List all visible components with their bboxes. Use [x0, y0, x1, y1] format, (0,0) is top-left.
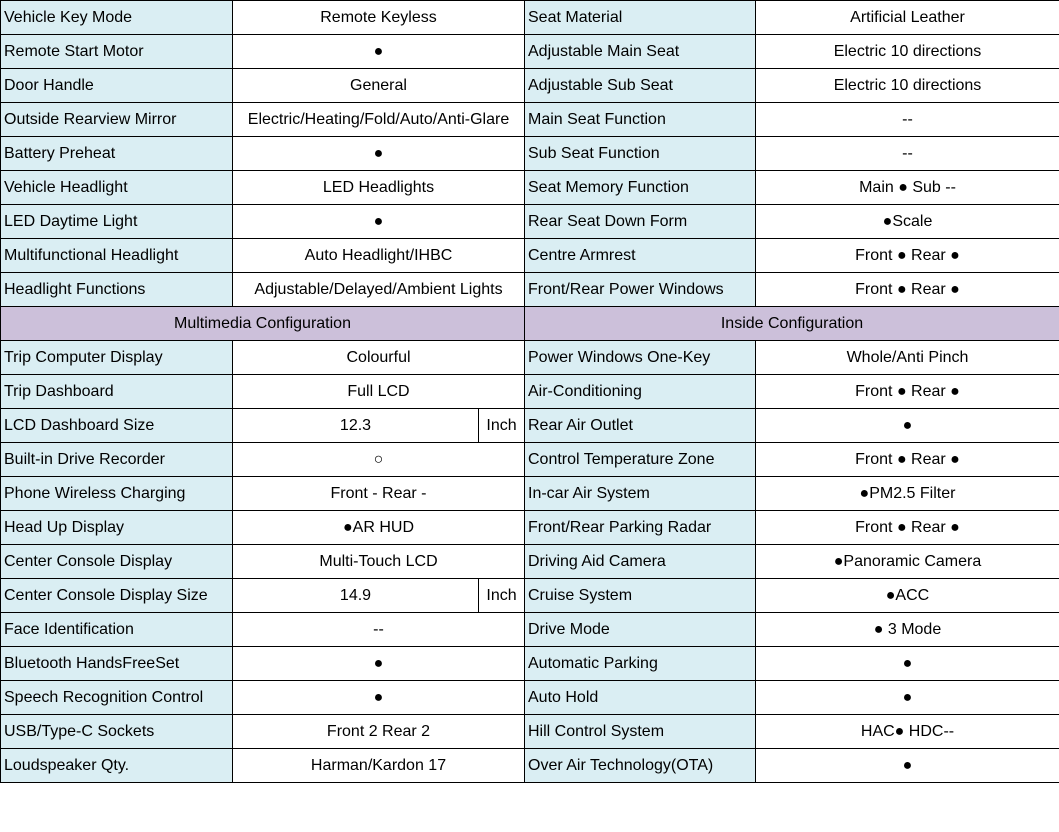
spec-label: Drive Mode — [525, 613, 756, 647]
section-header-row — [1, 307, 1059, 341]
spec-label: Automatic Parking — [525, 647, 756, 681]
spec-unit: Inch — [479, 409, 525, 443]
spec-label: Bluetooth HandsFreeSet — [1, 647, 233, 681]
table-row — [1, 409, 1059, 443]
spec-value: ● — [233, 681, 525, 715]
spec-table-body — [1, 1, 1059, 783]
table-row — [1, 69, 1059, 103]
spec-value: ● — [233, 205, 525, 239]
table-row — [1, 545, 1059, 579]
spec-label: Speech Recognition Control — [1, 681, 233, 715]
spec-value: ●Scale — [756, 205, 1059, 239]
spec-value: -- — [756, 103, 1059, 137]
spec-value: Colourful — [233, 341, 525, 375]
spec-label: Sub Seat Function — [525, 137, 756, 171]
spec-label: Door Handle — [1, 69, 233, 103]
section-title-multimedia: Multimedia Configuration — [1, 307, 525, 341]
spec-label: USB/Type-C Sockets — [1, 715, 233, 749]
spec-value: ●ACC — [756, 579, 1059, 613]
spec-value: Front ● Rear ● — [756, 511, 1059, 545]
section-title-inside: Inside Configuration — [525, 307, 1059, 341]
table-row — [1, 375, 1059, 409]
spec-label: Center Console Display — [1, 545, 233, 579]
spec-label: Auto Hold — [525, 681, 756, 715]
spec-value: LED Headlights — [233, 171, 525, 205]
spec-label: Seat Memory Function — [525, 171, 756, 205]
spec-label: Multifunctional Headlight — [1, 239, 233, 273]
spec-unit: Inch — [479, 579, 525, 613]
spec-value: Electric 10 directions — [756, 69, 1059, 103]
table-row — [1, 443, 1059, 477]
table-row — [1, 341, 1059, 375]
spec-label: Adjustable Main Seat — [525, 35, 756, 69]
spec-value: ● — [233, 647, 525, 681]
spec-value: Electric/Heating/Fold/Auto/Anti-Glare — [233, 103, 525, 137]
spec-value: Front - Rear - — [233, 477, 525, 511]
spec-label: Centre Armrest — [525, 239, 756, 273]
spec-label: Head Up Display — [1, 511, 233, 545]
spec-label: Rear Seat Down Form — [525, 205, 756, 239]
spec-label: Cruise System — [525, 579, 756, 613]
spec-value: -- — [756, 137, 1059, 171]
spec-label: Seat Material — [525, 1, 756, 35]
spec-value: ● — [756, 409, 1059, 443]
spec-label: Built-in Drive Recorder — [1, 443, 233, 477]
spec-label: Driving Aid Camera — [525, 545, 756, 579]
spec-value: Main ● Sub -- — [756, 171, 1059, 205]
table-row — [1, 613, 1059, 647]
spec-label: Outside Rearview Mirror — [1, 103, 233, 137]
spec-label: Loudspeaker Qty. — [1, 749, 233, 783]
spec-label: Hill Control System — [525, 715, 756, 749]
spec-label: In-car Air System — [525, 477, 756, 511]
spec-value: ● 3 Mode — [756, 613, 1059, 647]
table-row — [1, 205, 1059, 239]
spec-value: Multi-Touch LCD — [233, 545, 525, 579]
spec-label: Front/Rear Power Windows — [525, 273, 756, 307]
spec-value: 14.9 — [233, 579, 479, 613]
spec-label: Trip Dashboard — [1, 375, 233, 409]
spec-label: Power Windows One-Key — [525, 341, 756, 375]
spec-value: ● — [756, 681, 1059, 715]
spec-value: Remote Keyless — [233, 1, 525, 35]
spec-value: ● — [756, 647, 1059, 681]
spec-label: Main Seat Function — [525, 103, 756, 137]
spec-value: ● — [233, 35, 525, 69]
spec-label: Phone Wireless Charging — [1, 477, 233, 511]
spec-value: ●PM2.5 Filter — [756, 477, 1059, 511]
table-row — [1, 1, 1059, 35]
spec-label: Front/Rear Parking Radar — [525, 511, 756, 545]
spec-value: Front ● Rear ● — [756, 443, 1059, 477]
spec-value: Artificial Leather — [756, 1, 1059, 35]
spec-label: Vehicle Key Mode — [1, 1, 233, 35]
spec-label: Vehicle Headlight — [1, 171, 233, 205]
table-row — [1, 103, 1059, 137]
spec-value: Whole/Anti Pinch — [756, 341, 1059, 375]
table-row — [1, 273, 1059, 307]
spec-value: HAC● HDC-- — [756, 715, 1059, 749]
spec-label: Adjustable Sub Seat — [525, 69, 756, 103]
table-row — [1, 171, 1059, 205]
spec-value: General — [233, 69, 525, 103]
spec-label: Remote Start Motor — [1, 35, 233, 69]
spec-label: Battery Preheat — [1, 137, 233, 171]
spec-value: Adjustable/Delayed/Ambient Lights — [233, 273, 525, 307]
spec-value: Electric 10 directions — [756, 35, 1059, 69]
spec-value: ○ — [233, 443, 525, 477]
spec-value: Front ● Rear ● — [756, 239, 1059, 273]
spec-value: Full LCD — [233, 375, 525, 409]
table-row — [1, 579, 1059, 613]
spec-label: Air-Conditioning — [525, 375, 756, 409]
spec-label: Face Identification — [1, 613, 233, 647]
spec-value: Harman/Kardon 17 — [233, 749, 525, 783]
spec-value: Auto Headlight/IHBC — [233, 239, 525, 273]
table-row — [1, 715, 1059, 749]
table-row — [1, 477, 1059, 511]
spec-value: -- — [233, 613, 525, 647]
spec-label: Over Air Technology(OTA) — [525, 749, 756, 783]
spec-value: Front ● Rear ● — [756, 273, 1059, 307]
spec-label: Trip Computer Display — [1, 341, 233, 375]
spec-label: LED Daytime Light — [1, 205, 233, 239]
spec-label: Center Console Display Size — [1, 579, 233, 613]
spec-label: LCD Dashboard Size — [1, 409, 233, 443]
spec-value: ●Panoramic Camera — [756, 545, 1059, 579]
spec-value: ●AR HUD — [233, 511, 525, 545]
spec-value: ● — [756, 749, 1059, 783]
spec-value: 12.3 — [233, 409, 479, 443]
spec-label: Control Temperature Zone — [525, 443, 756, 477]
table-row — [1, 35, 1059, 69]
spec-label: Rear Air Outlet — [525, 409, 756, 443]
spec-value: Front ● Rear ● — [756, 375, 1059, 409]
spec-label: Headlight Functions — [1, 273, 233, 307]
spec-value: ● — [233, 137, 525, 171]
table-row — [1, 511, 1059, 545]
spec-value: Front 2 Rear 2 — [233, 715, 525, 749]
table-row — [1, 647, 1059, 681]
table-row — [1, 749, 1059, 783]
table-row — [1, 137, 1059, 171]
table-row — [1, 239, 1059, 273]
table-row — [1, 681, 1059, 715]
